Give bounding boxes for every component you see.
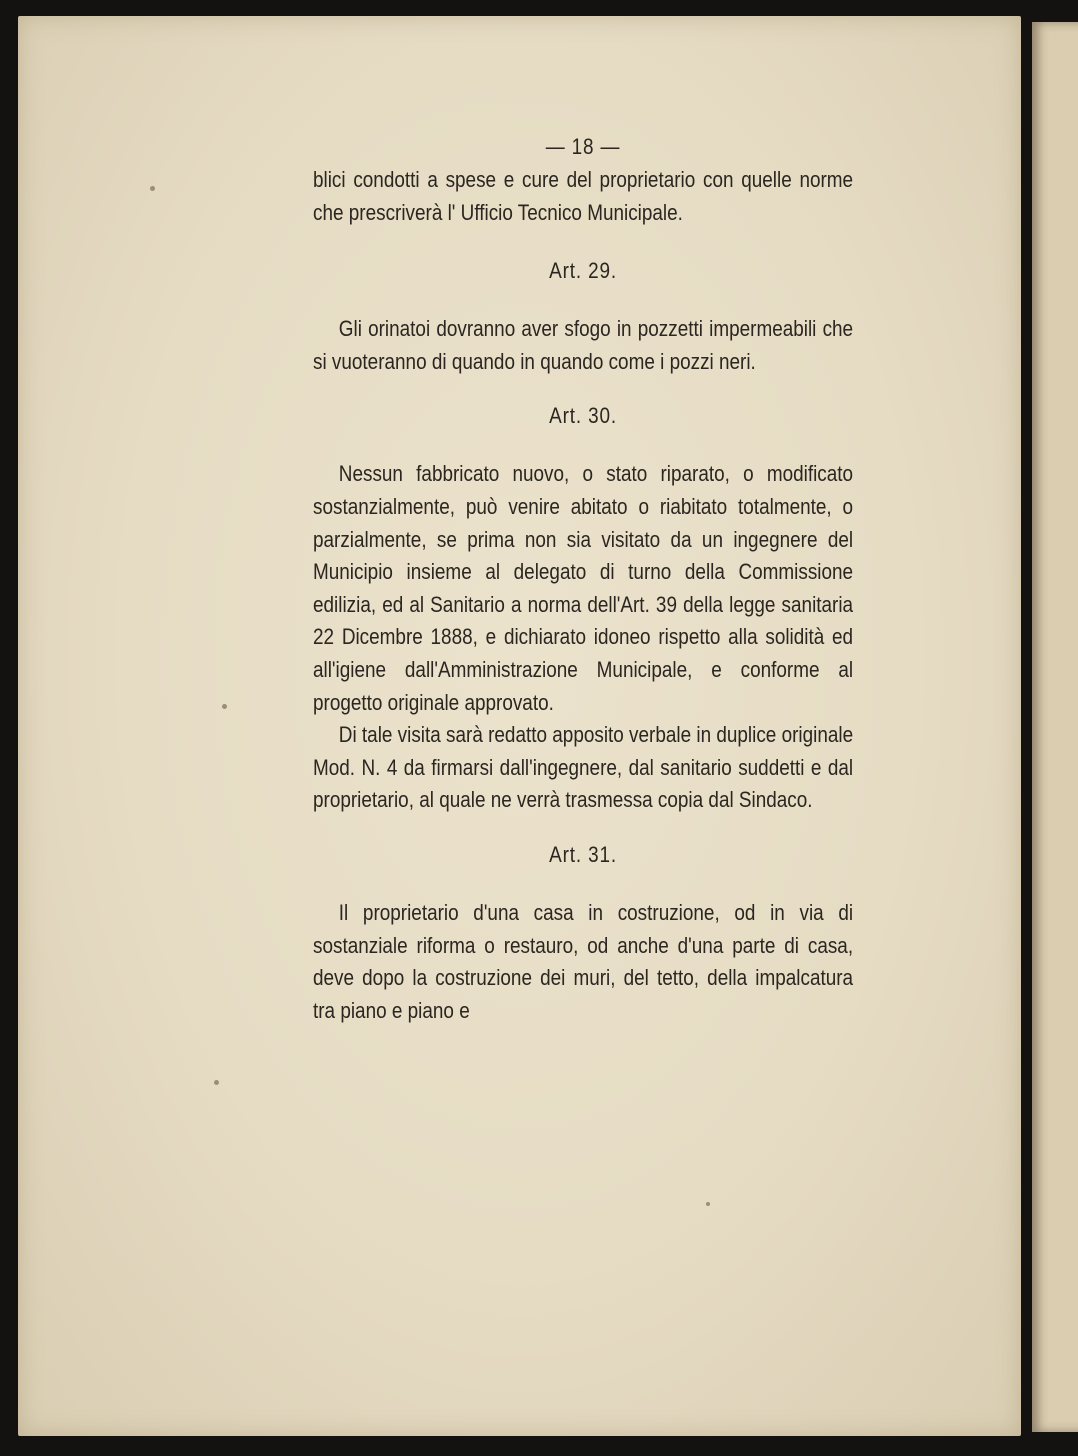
paragraph-art31: Il proprietario d'una casa in costruzione, od in via di sostanziale riforma o restauro, od anche d'una parte di casa, deve dopo la costruzione dei muri, del tetto, della impalcatura tra piano e piano e	[313, 899, 854, 1023]
adjacent-page-edge	[1032, 22, 1078, 1432]
article-heading-31: Art. 31.	[549, 841, 617, 867]
paragraph-continued: blici condotti a spese e cure del proprietario con quelle norme che prescriverà l' Ufficio Tecnico Municipale.	[313, 167, 854, 225]
paper-speck	[214, 1080, 219, 1085]
paper-speck	[706, 1202, 710, 1206]
paper-speck	[150, 186, 155, 191]
article-heading-29: Art. 29.	[549, 258, 617, 284]
page-number: — 18 —	[545, 134, 621, 159]
paragraph-art29: Gli orinatoi dovranno aver sfogo in pozzetti impermeabili che si vuoteranno di quando in quando come i pozzi neri.	[313, 316, 854, 374]
paper-speck	[222, 704, 227, 709]
paragraph-art30: Nessun fabbricato nuovo, o stato riparato, o modificato sostanzialmente, può venire abitato o riabitato totalmente, o parzialmente, se prima non sia visitato da un ingegnere del Municipio insieme al delegato di turno della Commissione edilizia, ed al Sanitario a norma dell'Art. 39 della legge sanitaria 22 Dicembre 1888, e dichiarato idoneo rispetto alla solidità ed all'igiene dall'Amministrazione Municipale, e conforme al progetto originale approvato.	[313, 461, 854, 715]
article-heading-30: Art. 30.	[549, 403, 617, 429]
paragraph-art30-visit: Di tale visita sarà redatto apposito verbale in duplice originale Mod. N. 4 da firmarsi dall'ingegnere, dal sanitario suddetti e dal proprietario, al quale ne verrà trasmessa copia dal Sindaco.	[313, 722, 854, 813]
page-text-block	[313, 130, 853, 1027]
